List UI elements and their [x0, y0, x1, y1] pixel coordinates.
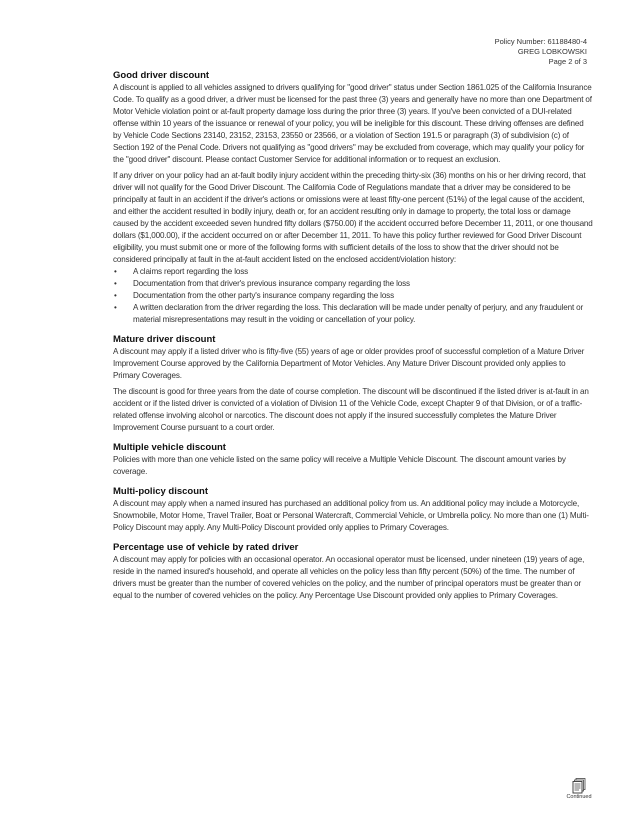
required-forms-list: [113, 266, 593, 326]
continued-indicator: [562, 778, 596, 801]
multiple-vehicle-paragraph: Policies with more than one vehicle listed on the same policy will receive a Multiple Vehicle Discount. The discount amount varies by coverage.: [113, 455, 566, 476]
section-heading-good-driver: Good driver discount: [113, 70, 210, 81]
list-item-text: Documentation from the other party's insurance company regarding the loss: [133, 291, 394, 300]
continued-label: Continued: [566, 794, 592, 800]
list-item-text: A claims report regarding the loss: [133, 267, 249, 276]
page-number: Page 2 of 3: [548, 57, 587, 66]
good-driver-paragraph-1: A discount is applied to all vehicles assigned to drivers qualifying for "good driver" status under Section 1861.025 of the California Insurance Code. To qualify as a good driver, a driver must be licensed for the past three (3) years and generally have no more than one Department of Motor Vehicle violation point or at-fault property damage loss during the prior three (3) years. If you've been convicted of a DUI-related offense within 10 years of the issuance or renewal of your policy, you will be ineligible for this discount. These driving offenses are defined by Vehicle Code Sections 23140, 23152, 23153, 23550 or 23566, or a violation of Section 191.5 or paragraph (3) of subdivision (c) of Section 192 of the Penal Code. Drivers not qualifying as "good drivers" may be excluded from coverage, which may qualify your policy for the "good driver" discount. Please contact Customer Service for additional information or to request an exclusion.: [113, 83, 592, 164]
document-body: [113, 69, 593, 602]
multi-policy-paragraph: A discount may apply when a named insured has purchased an additional policy from us. An additional policy may include a Motorcycle, Snowmobile, Motor Home, Travel Trailer, Boat or Personal Watercraft, Commercial Vehicle, or Umbrella policy. No more than one (1) Multi-Policy Discount may apply. Any Multi-Policy Discount provided only applies to Primary Coverages.: [113, 499, 589, 532]
list-item: [113, 266, 593, 278]
policy-number: Policy Number: 61188480-4: [494, 37, 587, 46]
bullet-icon: •: [114, 303, 117, 312]
section-heading-percentage-use: Percentage use of vehicle by rated driver: [113, 542, 299, 553]
list-item: [113, 278, 593, 290]
bullet-icon: •: [114, 291, 117, 300]
list-item-text: Documentation from that driver's previous insurance company regarding the loss: [133, 279, 410, 288]
bullet-icon: •: [114, 267, 117, 276]
document-stack-icon: [572, 778, 586, 794]
section-heading-multi-policy: Multi-policy discount: [113, 486, 208, 497]
good-driver-paragraph-2: If any driver on your policy had an at-fault bodily injury accident within the preceding thirty-six (36) months on his or her driving record, that driver will not qualify for the Good Driver Discount. The California Code of Regulations mandate that a driver may be considered to be principally at fault in an accident if the driver's actions or omissions were at least fifty-one percent (51%) of the legal cause of the accident, and either the accident resulted in bodily injury, death or, for an accident resulting only in damage to property, the total loss or damage caused by the accident exceeded seven hundred fifty dollars ($750.00) if the accident occurred before December 11, 2011, or one thousand dollars ($1,000.00), if the accident occurred on or after December 11, 2011. To have this policy further reviewed for Good Driver Discount eligibility, you must submit one or more of the following forms with sufficient details of the loss to show that the driver should not be considered principally at fault in the at-fault accident listed on the enclosed accident/violation history:: [113, 171, 593, 264]
mature-driver-paragraph-1: A discount may apply if a listed driver who is fifty-five (55) years of age or older provides proof of successful completion of a Mature Driver Improvement Course approved by the California Department of Motor Vehicles. Any Mature Driver Discount provided only applies to Primary Coverages.: [113, 347, 585, 380]
page-header: [495, 37, 587, 67]
percentage-use-paragraph: A discount may apply for policies with an occasional operator. An occasional operator must be licensed, under nineteen (19) years of age, reside in the named insured's household, and operate all vehicles on the policy less than fifty percent (50%) of the time. The number of drivers must be greater than the number of covered vehicles on the policy, and the number of principal operators must be greater than or equal to the number of covered vehicles on the policy. Any Percentage Use Discount provided only applies to Primary Coverages.: [113, 555, 585, 600]
bullet-icon: •: [114, 279, 117, 288]
list-item: [113, 290, 593, 302]
list-item-text: A written declaration from the driver regarding the loss. This declaration will be made under penalty of perjury, and any fraudulent or material misrepresentations may result in the voiding or cancellation of your policy.: [133, 303, 584, 324]
mature-driver-paragraph-2: The discount is good for three years from the date of course completion. The discount will be discontinued if the listed driver is at-fault in an accident or if the listed driver is convicted of a violation of Division 11 of the Vehicle Code, except Chapter 9 of that Division, or of a traffic-related offense involving alcohol or narcotics. The discount does not apply if the insured successfully completes the Mature Driver Improvement Course pursuant to a court order.: [113, 387, 589, 432]
insured-name: GREG LOBKOWSKI: [517, 47, 587, 56]
section-heading-multiple-vehicle: Multiple vehicle discount: [113, 442, 226, 453]
list-item: [113, 302, 593, 326]
section-heading-mature-driver: Mature driver discount: [113, 334, 216, 345]
